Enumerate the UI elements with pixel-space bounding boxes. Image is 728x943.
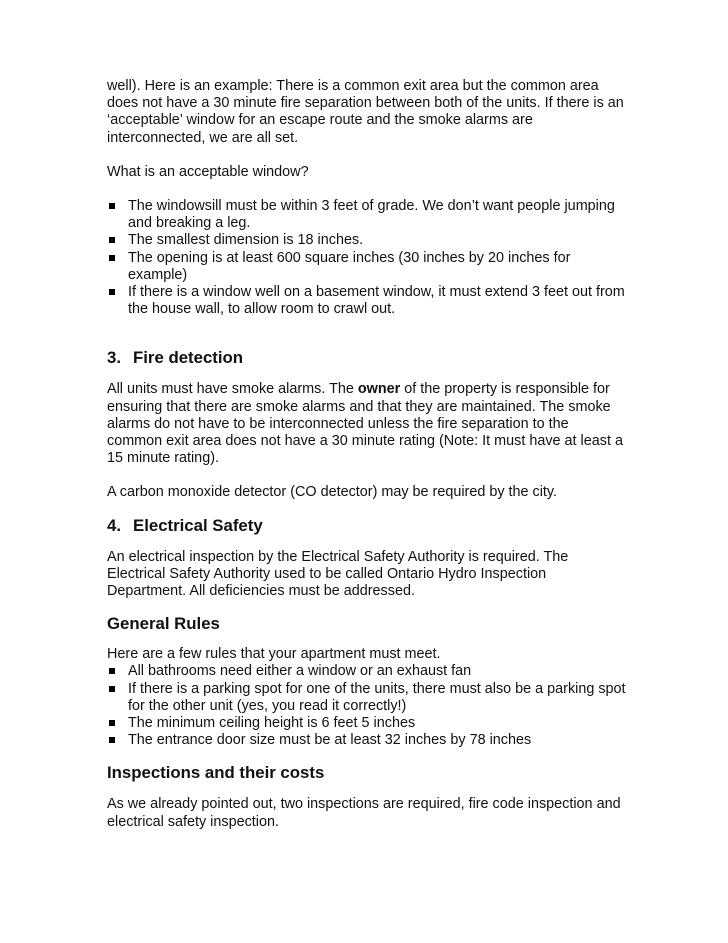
list-item: The minimum ceiling height is 6 feet 5 inches <box>107 715 627 732</box>
list-item: The windowsill must be within 3 feet of grade. We don’t want people jumping and breaking a leg. <box>107 198 627 232</box>
inspections-paragraph: As we already pointed out, two inspections are required, fire code inspection and electrical safety inspection. <box>107 796 621 830</box>
list-item: The smallest dimension is 18 inches. <box>107 232 627 249</box>
co-detector-paragraph: A carbon monoxide detector (CO detector) may be required by the city. <box>107 484 558 501</box>
fire-detection-paragraph: All units must have smoke alarms. The owner of the property is responsible for ensuring that there are smoke alarms and that they are maintained. The smoke alarms do not have to be interconnected unless the fire separation to the common exit area does not have a 30 minute rating (Note: It must have at least a 15 minute rating). <box>107 381 623 467</box>
section-number: 3. <box>107 348 121 368</box>
owner-emphasis: owner <box>357 381 401 398</box>
section-heading-fire-detection <box>107 348 627 368</box>
section-title: Fire detection <box>133 348 244 368</box>
acceptable-window-list <box>107 198 627 318</box>
section-heading-general-rules: General Rules <box>107 614 220 634</box>
section-heading-inspections: Inspections and their costs <box>107 763 325 783</box>
list-item: If there is a parking spot for one of the units, there must also be a parking spot for the other unit (yes, you read it correctly!) <box>107 681 627 715</box>
section-number: 4. <box>107 515 121 535</box>
section-heading-electrical-safety <box>107 516 627 536</box>
list-item: The opening is at least 600 square inches (30 inches by 20 inches for example) <box>107 250 627 284</box>
intro-paragraph: well). Here is an example: There is a common exit area but the common area does not have a 30 minute fire separation between both of the units. If there is an ‘acceptable’ window for an escape route and the smoke alarms are interconnected, we are all set. <box>107 78 624 146</box>
acceptable-window-question: What is an acceptable window? <box>107 163 309 180</box>
list-item: All bathrooms need either a window or an exhaust fan <box>107 663 627 680</box>
document-page <box>107 78 627 831</box>
section-title: Electrical Safety <box>133 515 263 535</box>
list-item: If there is a window well on a basement window, it must extend 3 feet out from the house wall, to allow room to crawl out. <box>107 284 627 318</box>
list-item: The entrance door size must be at least 32 inches by 78 inches <box>107 732 627 749</box>
electrical-paragraph: An electrical inspection by the Electrical Safety Authority is required. The Electrical Safety Authority used to be called Ontario Hydro Inspection Department. All deficiencies must be addressed. <box>107 548 569 600</box>
general-rules-intro: Here are a few rules that your apartment must meet. <box>107 646 441 663</box>
general-rules-list <box>107 663 627 749</box>
